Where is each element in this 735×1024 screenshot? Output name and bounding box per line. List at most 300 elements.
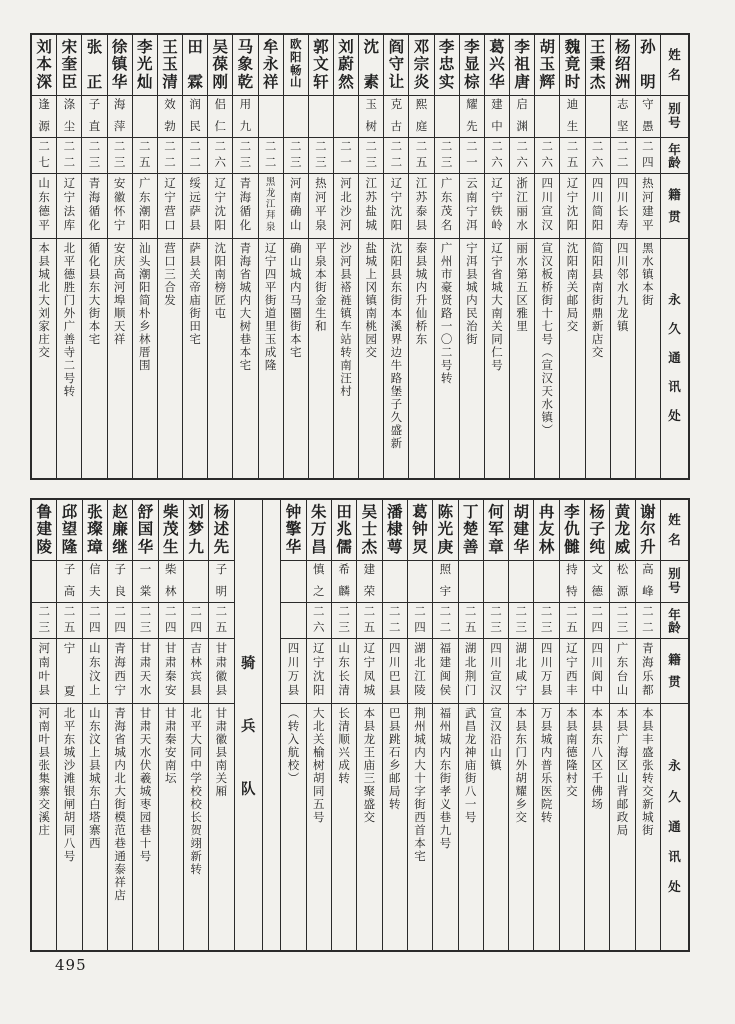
age-cell: 二 二 [636, 603, 660, 639]
address-cell: 甘 肃 徽 县 南 关 厢 [215, 708, 228, 798]
address-cell: 长 清 顺 兴 成 转 [338, 708, 350, 785]
address-cell: 广 州 市 豪 贤 路 一 〇 二 号 转 [440, 243, 453, 385]
name-cell: 王 秉 杰 [586, 35, 610, 96]
person-column [259, 35, 284, 478]
address-cell: 本 县 丰 盛 张 转 交 新 城 街 [642, 708, 654, 837]
header-alias-label: 别 号 [661, 561, 688, 603]
name-cell: 郭 文 轩 [309, 35, 333, 96]
address-cell: 青 海 省 城 内 北 大 街 模 范 巷 通 泰 祥 店 [114, 708, 126, 902]
person-column [332, 500, 357, 950]
age-cell: 二 四 [159, 603, 183, 639]
header-column [661, 35, 688, 478]
person-column [435, 35, 460, 478]
age-cell: 二 五 [409, 138, 433, 174]
person-column [108, 35, 133, 478]
name-cell: 李 仇 雠 [560, 500, 584, 561]
address-cell: 青 海 省 城 内 大 树 巷 本 宅 [239, 243, 252, 372]
age-cell: 二 六 [586, 138, 610, 174]
address-cell: 本 县 城 北 大 刘 家 庄 交 [38, 243, 50, 359]
address-cell: 沈 阳 南 关 邮 局 交 [566, 243, 579, 333]
age-cell: 二 六 [510, 138, 534, 174]
native-cell: 辽 宁 营 口 [158, 174, 182, 239]
person-column [209, 500, 234, 950]
name-cell: 刘 蔚 然 [334, 35, 358, 96]
native-cell: 热 河 建 平 [636, 174, 660, 239]
address-cell: 甘 肃 天 水 伏 羲 城 枣 园 巷 十 号 [139, 708, 152, 863]
name-cell: 赵 廉 继 [108, 500, 132, 561]
alias-cell: 守 愚 [636, 96, 660, 138]
age-cell: 二 五 [133, 138, 157, 174]
age-cell: 二 五 [209, 603, 233, 639]
native-cell: 江 苏 泰 县 [409, 174, 433, 239]
age-cell: 二 六 [485, 138, 509, 174]
person-column [510, 35, 535, 478]
alias-cell: 松 源 [610, 561, 634, 603]
native-cell: 绥 远 萨 县 [183, 174, 207, 239]
age-cell: 二 三 [284, 138, 308, 174]
age-cell: 二 四 [184, 603, 208, 639]
age-cell: 二 三 [509, 603, 533, 639]
alias-cell: 建 荣 [357, 561, 381, 603]
native-cell: 广 东 茂 名 [435, 174, 459, 239]
name-cell: 孙 明 [636, 35, 660, 96]
alias-cell: 用 九 [233, 96, 257, 138]
person-column [384, 35, 409, 478]
person-column [359, 35, 384, 478]
person-column [158, 35, 183, 478]
native-cell: 热 河 平 泉 [309, 174, 333, 239]
person-column [534, 500, 559, 950]
header-name-label: 姓 名 [661, 35, 688, 96]
name-cell: 李 光 灿 [133, 35, 157, 96]
person-column [433, 500, 458, 950]
alias-cell [586, 96, 610, 138]
native-cell: 河 南 确 山 [284, 174, 308, 239]
age-cell: 二 三 [435, 138, 459, 174]
alias-cell: 照 宇 [433, 561, 457, 603]
name-cell: 刘 本 深 [32, 35, 56, 96]
alias-cell [459, 561, 483, 603]
person-column [233, 35, 258, 478]
native-cell: 四 川 简 阳 [586, 174, 610, 239]
person-column [281, 500, 306, 950]
address-cell: 黑 水 镇 本 街 [642, 243, 654, 307]
native-cell: 湖 北 咸 宁 [509, 639, 533, 704]
name-cell: 胡 玉 辉 [535, 35, 559, 96]
age-cell: 二 四 [83, 603, 107, 639]
address-cell: 确 山 城 内 马 圈 街 本 宅 [289, 243, 302, 359]
name-cell: 黄 龙 威 [610, 500, 634, 561]
native-cell: 青 海 乐 都 [636, 639, 660, 704]
address-cell: 北 平 东 城 沙 滩 银 闸 胡 同 八 号 [63, 708, 76, 863]
native-cell: 辽 宁 沈 阳 [208, 174, 232, 239]
person-column [108, 500, 133, 950]
person-column [357, 500, 382, 950]
address-cell: 营 口 三 合 发 [164, 243, 176, 307]
page-number: 495 [55, 956, 87, 974]
person-column [611, 35, 636, 478]
alias-cell [534, 561, 558, 603]
alias-cell: 克 古 [384, 96, 408, 138]
header-native-label: 籍 贯 [661, 174, 688, 239]
native-cell: 浙 江 丽 水 [510, 174, 534, 239]
section-column [235, 500, 263, 950]
address-cell: 北 平 德 胜 门 外 广 善 寺 二 号 转 [63, 243, 76, 398]
name-cell: 李 显 棕 [460, 35, 484, 96]
age-cell: 二 五 [57, 603, 81, 639]
person-column [610, 500, 635, 950]
address-cell: 武 昌 龙 神 庙 街 八 一 号 [464, 708, 477, 824]
address-cell: 荆 州 城 内 大 十 字 街 西 首 本 宅 [414, 708, 426, 863]
name-cell: 邓 宗 炎 [409, 35, 433, 96]
age-cell: 二 二 [611, 138, 635, 174]
alias-cell: 耀 先 [460, 96, 484, 138]
age-cell: 二 三 [32, 603, 56, 639]
alias-cell: 海 萍 [108, 96, 132, 138]
name-cell: 陈 光 庚 [433, 500, 457, 561]
alias-cell: 柴 林 [159, 561, 183, 603]
age-cell: 二 五 [459, 603, 483, 639]
name-cell: 徐 镇 华 [108, 35, 132, 96]
header-age-label: 年 龄 [661, 603, 688, 639]
alias-cell [32, 561, 56, 603]
alias-cell: 涤 尘 [57, 96, 81, 138]
header-native-label: 籍 贯 [661, 639, 688, 704]
address-cell: 本 县 龙 王 庙 三 聚 盛 交 [363, 708, 376, 824]
address-cell: 沈 阳 南 榜 匠 屯 [214, 243, 227, 320]
name-cell: 何 军 章 [484, 500, 508, 561]
alias-cell: 润 民 [183, 96, 207, 138]
age-cell: 二 三 [332, 603, 356, 639]
alias-cell [535, 96, 559, 138]
alias-cell: 信 夫 [83, 561, 107, 603]
person-column [535, 35, 560, 478]
alias-cell: 希 麟 [332, 561, 356, 603]
alias-cell [259, 96, 283, 138]
person-column [133, 500, 158, 950]
name-cell: 柴 茂 生 [159, 500, 183, 561]
name-cell: 李 祖 唐 [510, 35, 534, 96]
native-cell: 江 苏 盐 城 [359, 174, 383, 239]
address-cell: 四 川 邻 水 九 龙 镇 [617, 243, 629, 333]
name-cell: 张 正 [82, 35, 106, 96]
name-cell: 马 象 乾 [233, 35, 257, 96]
person-column [409, 35, 434, 478]
address-cell: 本 县 东 门 外 胡 耀 乡 交 [515, 708, 528, 824]
age-cell: 二 三 [233, 138, 257, 174]
native-cell: 四 川 宣 汉 [535, 174, 559, 239]
age-cell: 二 五 [560, 603, 584, 639]
alias-cell: 一 棠 [133, 561, 157, 603]
person-column [83, 500, 108, 950]
name-cell: 王 玉 清 [158, 35, 182, 96]
native-cell: 青 海 循 化 [82, 174, 106, 239]
age-cell: 二 二 [433, 603, 457, 639]
person-column [183, 35, 208, 478]
person-column [459, 500, 484, 950]
alias-cell: 子 直 [82, 96, 106, 138]
name-cell: 田 兆 儒 [332, 500, 356, 561]
native-cell: 安 徽 怀 宁 [108, 174, 132, 239]
address-cell: 循 化 县 东 大 街 本 宅 [88, 243, 101, 346]
address-cell: 福 州 城 内 东 街 孝 义 巷 九 号 [439, 708, 452, 850]
person-column [307, 500, 332, 950]
address-cell: ︵ 转 入 航 校 ︶ [287, 708, 300, 785]
age-cell: 二 二 [183, 138, 207, 174]
spacer-column [263, 500, 282, 950]
age-cell: 二 二 [57, 138, 81, 174]
age-cell: 二 五 [357, 603, 381, 639]
alias-cell: 玉 树 [359, 96, 383, 138]
native-cell: 辽 宁 西 丰 [560, 639, 584, 704]
alias-cell: 志 坚 [611, 96, 635, 138]
name-cell: 张 璨 璋 [83, 500, 107, 561]
roster-table-top [30, 33, 690, 480]
person-column [334, 35, 359, 478]
native-cell: 四 川 宣 汉 [484, 639, 508, 704]
native-cell: 甘 肃 徽 县 [209, 639, 233, 704]
age-cell: 二 三 [108, 138, 132, 174]
alias-cell: 持 特 [560, 561, 584, 603]
age-cell: 二 三 [309, 138, 333, 174]
address-cell: 大 北 关 榆 树 胡 同 五 号 [313, 708, 325, 824]
person-column [159, 500, 184, 950]
name-cell: 李 忠 实 [435, 35, 459, 96]
person-column [636, 35, 661, 478]
native-cell: 福 建 闽 侯 [433, 639, 457, 704]
age-cell: 二 四 [585, 603, 609, 639]
person-column [509, 500, 534, 950]
address-cell: 安 庆 高 河 埠 顺 天 祥 [113, 243, 126, 346]
native-cell: 山 东 长 清 [332, 639, 356, 704]
person-column [184, 500, 209, 950]
person-column [32, 500, 57, 950]
native-cell: 四 川 长 寿 [611, 174, 635, 239]
age-cell [281, 603, 305, 639]
name-cell: 鲁 建 陵 [32, 500, 56, 561]
native-cell: 黑 龙 江 拜 泉 [259, 174, 283, 239]
native-cell: 山 东 汶 上 [83, 639, 107, 704]
address-cell: 北 平 大 同 中 学 校 校 长 贺 翊 新 转 [190, 708, 202, 876]
name-cell: 杨 绍 洲 [611, 35, 635, 96]
person-column [460, 35, 485, 478]
name-cell: 葛 兴 华 [485, 35, 509, 96]
address-cell: 简 阳 县 南 街 鼎 新 店 交 [591, 243, 604, 359]
header-alias-label: 别 号 [661, 96, 688, 138]
alias-cell: 侣 仁 [208, 96, 232, 138]
name-cell: 冉 友 林 [534, 500, 558, 561]
native-cell: 湖 北 荆 门 [459, 639, 483, 704]
address-cell: 河 南 叶 县 张 集 寨 交 溪 庄 [38, 708, 50, 837]
age-cell: 二 二 [259, 138, 283, 174]
native-cell: 辽 宁 法 库 [57, 174, 81, 239]
age-cell: 二 二 [383, 603, 407, 639]
address-cell: 辽 宁 四 平 街 道 里 玉 成 隆 [264, 243, 277, 372]
native-cell: 宁 夏 [57, 639, 81, 704]
alias-cell [284, 96, 308, 138]
person-column [408, 500, 433, 950]
native-cell: 湖 北 江 陵 [408, 639, 432, 704]
address-cell: 巴 县 跳 石 乡 邮 局 转 [388, 708, 401, 811]
person-column [57, 500, 82, 950]
name-cell: 吴 士 杰 [357, 500, 381, 561]
native-cell: 广 东 台 山 [610, 639, 634, 704]
age-cell: 二 六 [208, 138, 232, 174]
alias-cell: 启 渊 [510, 96, 534, 138]
native-cell: 河 南 叶 县 [32, 639, 56, 704]
age-cell: 二 三 [534, 603, 558, 639]
name-cell: 舒 国 华 [133, 500, 157, 561]
alias-cell [383, 561, 407, 603]
age-cell: 二 三 [610, 603, 634, 639]
alias-cell: 迪 生 [560, 96, 584, 138]
name-cell: 邱 望 隆 [57, 500, 81, 561]
header-name-label: 姓 名 [661, 500, 688, 561]
name-cell: 胡 建 华 [509, 500, 533, 561]
name-cell: 葛 钟 炅 [408, 500, 432, 561]
name-cell: 欧 阳 畅 山 [284, 35, 308, 96]
alias-cell [509, 561, 533, 603]
age-cell: 二 一 [334, 138, 358, 174]
address-cell: 甘 肃 秦 安 南 坛 [165, 708, 177, 785]
section-label: 骑 兵 队 [240, 655, 256, 798]
name-cell: 刘 梦 九 [184, 500, 208, 561]
person-column [585, 500, 610, 950]
person-column [485, 35, 510, 478]
roster-table-bottom [30, 498, 690, 952]
person-column [560, 500, 585, 950]
alias-cell: 子 明 [209, 561, 233, 603]
person-column [82, 35, 107, 478]
native-cell: 广 东 潮 阳 [133, 174, 157, 239]
address-cell: 平 泉 本 街 金 生 和 [315, 243, 327, 333]
person-column [636, 500, 661, 950]
alias-cell [408, 561, 432, 603]
name-cell: 潘 棣 萼 [383, 500, 407, 561]
header-address-label: 永 久 通 讯 处 [668, 293, 681, 424]
person-column [484, 500, 509, 950]
address-cell: 辽 宁 省 城 大 南 关 同 仁 号 [491, 243, 503, 372]
address-cell: 本 县 广 海 区 山 背 邮 政 局 [616, 708, 629, 837]
native-cell: 四 川 巴 县 [383, 639, 407, 704]
person-column [560, 35, 585, 478]
address-cell: 萨 县 关 帝 庙 街 田 宅 [189, 243, 201, 346]
alias-cell: 建 中 [485, 96, 509, 138]
name-cell: 钟 擎 华 [281, 500, 305, 561]
native-cell: 辽 宁 铁 岭 [485, 174, 509, 239]
address-cell: 盐 城 上 冈 镇 南 桃 园 交 [365, 243, 377, 359]
person-column [208, 35, 233, 478]
age-cell: 二 五 [560, 138, 584, 174]
address-cell: 宁 洱 县 城 内 民 治 街 [466, 243, 478, 346]
native-cell: 山 东 德 平 [32, 174, 56, 239]
native-cell: 甘 肃 秦 安 [159, 639, 183, 704]
person-column [284, 35, 309, 478]
native-cell: 辽 宁 沈 阳 [560, 174, 584, 239]
alias-cell: 熙 庭 [409, 96, 433, 138]
age-cell: 二 三 [133, 603, 157, 639]
person-column [383, 500, 408, 950]
age-cell: 二 一 [460, 138, 484, 174]
native-cell: 四 川 万 县 [281, 639, 305, 704]
native-cell: 河 北 沙 河 [334, 174, 358, 239]
alias-cell [435, 96, 459, 138]
address-cell: 汕 头 潮 阳 简 朴 乡 林 厝 围 [139, 243, 151, 372]
native-cell: 吉 林 宾 县 [184, 639, 208, 704]
address-cell: 山 东 汶 上 县 城 东 白 塔 寨 西 [89, 708, 101, 850]
native-cell: 四 川 阆 中 [585, 639, 609, 704]
age-cell: 二 四 [108, 603, 132, 639]
native-cell: 云 南 宁 洱 [460, 174, 484, 239]
alias-cell [334, 96, 358, 138]
alias-cell [309, 96, 333, 138]
age-cell: 二 四 [408, 603, 432, 639]
name-cell: 丁 楚 善 [459, 500, 483, 561]
name-cell: 杨 子 纯 [585, 500, 609, 561]
person-column [57, 35, 82, 478]
name-cell: 沈 素 [359, 35, 383, 96]
address-cell: 万 县 城 内 普 乐 医 院 转 [540, 708, 553, 824]
native-cell: 辽 宁 沈 阳 [384, 174, 408, 239]
age-cell: 二 三 [82, 138, 106, 174]
person-column [586, 35, 611, 478]
age-cell: 二 二 [384, 138, 408, 174]
header-address-label: 永 久 通 讯 处 [668, 759, 681, 895]
address-cell: 沈 阳 县 东 街 本 溪 界 边 牛 路 堡 子 久 盛 新 [390, 243, 403, 450]
name-cell: 田 霖 [183, 35, 207, 96]
age-cell: 二 三 [359, 138, 383, 174]
address-cell: 本 县 东 八 区 千 佛 场 [591, 708, 603, 811]
native-cell: 四 川 万 县 [534, 639, 558, 704]
alias-cell: 子 良 [108, 561, 132, 603]
address-cell: 泰 县 城 内 升 仙 桥 东 [415, 243, 428, 346]
name-cell: 谢 尔 升 [636, 500, 660, 561]
native-cell: 青 海 循 化 [233, 174, 257, 239]
address-cell: 沙 河 县 褡 裢 镇 车 站 转 南 汪 村 [340, 243, 352, 398]
alias-cell: 高 峰 [636, 561, 660, 603]
native-cell: 辽 宁 凤 城 [357, 639, 381, 704]
age-cell: 二 六 [307, 603, 331, 639]
name-cell: 吴 葆 刚 [208, 35, 232, 96]
name-cell: 朱 万 昌 [307, 500, 331, 561]
alias-cell [281, 561, 305, 603]
name-cell: 牟 永 祥 [259, 35, 283, 96]
name-cell: 杨 述 先 [209, 500, 233, 561]
name-cell: 魏 竟 时 [560, 35, 584, 96]
address-cell: 本 县 南 德 隆 村 交 [566, 708, 578, 798]
age-cell: 二 六 [535, 138, 559, 174]
age-cell: 二 四 [636, 138, 660, 174]
address-cell: 宣 汉 沿 山 镇 [490, 708, 502, 772]
native-cell: 甘 肃 天 水 [133, 639, 157, 704]
alias-cell [484, 561, 508, 603]
age-cell: 二 七 [32, 138, 56, 174]
alias-cell: 文 德 [585, 561, 609, 603]
header-column [661, 500, 688, 950]
name-cell: 宋 奎 臣 [57, 35, 81, 96]
native-cell: 青 海 西 宁 [108, 639, 132, 704]
alias-cell [184, 561, 208, 603]
person-column [309, 35, 334, 478]
age-cell: 二 二 [158, 138, 182, 174]
alias-cell: 逢 源 [32, 96, 56, 138]
native-cell: 辽 宁 沈 阳 [307, 639, 331, 704]
name-cell: 阎 守 让 [384, 35, 408, 96]
person-column [32, 35, 57, 478]
alias-cell: 效 勃 [158, 96, 182, 138]
alias-cell: 子 高 [57, 561, 81, 603]
alias-cell: 慎 之 [307, 561, 331, 603]
